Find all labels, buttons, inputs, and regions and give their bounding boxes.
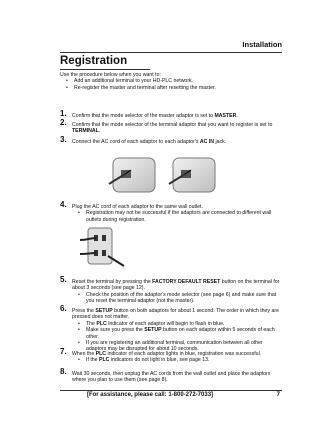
step-text: Wait 30 seconds, then unplug the AC cords from the wall outlet and place the adaptors where you plan to use them (see page 8). xyxy=(72,371,271,384)
step-5-bullets xyxy=(72,292,282,305)
outlet-illustration xyxy=(78,226,126,268)
step-6-bullets xyxy=(72,321,282,353)
step-number: 4. xyxy=(60,200,67,209)
step-text: Confirm that the mode selector of the master adaptor is set to MASTER. xyxy=(72,113,238,119)
step-bullet-text: Check the position of the adaptor's mode selector (see page 6) and make sure that you reset the terminal adaptor (not the master). xyxy=(86,291,277,305)
footer-rule xyxy=(60,390,282,391)
page-title: Registration xyxy=(60,55,128,67)
step-bullet: • If you are registering an additional terminal, communication between all other adaptors may be disrupted for about 10 seconds. xyxy=(78,340,263,353)
intro xyxy=(60,72,280,91)
step-bullet: • The PLC indicator of each adaptor will begin to flash in blue. xyxy=(78,320,225,327)
step-1 xyxy=(60,109,282,119)
intro-bullet: • Add an additional terminal to your HD-PLC network. xyxy=(66,78,194,85)
step-number: 5. xyxy=(60,275,67,284)
intro-bullet-text: Re-register the master and terminal after resetting the master. xyxy=(74,84,216,91)
step-number: 1. xyxy=(60,109,67,118)
step-bullet: • Check the position of the adaptor's mode selector (see page 6) and make sure that you reset the terminal adaptor (not the master). xyxy=(78,291,277,305)
step-number: 6. xyxy=(60,304,67,313)
page-number: 7 xyxy=(276,392,280,398)
intro-bullets xyxy=(60,78,280,91)
section-header: Installation xyxy=(242,40,282,49)
step-2 xyxy=(60,118,282,135)
step-8 xyxy=(60,367,282,384)
step-5 xyxy=(60,275,282,305)
intro-text: Use the procedure below when you want to: xyxy=(60,72,161,78)
header-rule xyxy=(60,52,282,53)
step-number: 2. xyxy=(60,118,67,127)
step-text: When the PLC indicator of each adaptor lights in blue, registration was successful. xyxy=(72,351,262,357)
step-number: 7. xyxy=(60,347,67,356)
step-bullet: • Registration may not be successful if the adaptors are connected to different wall outlets during registration. xyxy=(78,210,272,223)
step-text: Reset the terminal by pressing the FACTORY DEFAULT RESET button on the terminal for about 3 seconds (see page 12). xyxy=(72,279,280,292)
step-number: 8. xyxy=(60,367,67,376)
adaptors-figure xyxy=(105,150,225,200)
step-number: 3. xyxy=(60,135,67,144)
step-bullet: • If the PLC indicators do not light in blue, see page 13. xyxy=(78,357,210,364)
title-rule xyxy=(60,69,150,70)
step-7-bullets xyxy=(72,357,282,363)
step-3 xyxy=(60,135,282,145)
intro-bullet: • Re-register the master and terminal after resetting the master. xyxy=(66,84,216,91)
step-7 xyxy=(60,347,282,364)
step-bullet-text: Registration may not be successful if the adaptors are connected to different wall outlets during registration. xyxy=(86,210,272,223)
adaptors-illustration xyxy=(105,150,225,200)
footer-assistance: [For assistance, please call: 1-800-272-7033] xyxy=(86,392,214,398)
step-bullet: • Make sure you press the SETUP button on each adaptor within 5 seconds of each other. xyxy=(78,327,275,340)
step-text: Press the SETUP button on both adaptors for about 1 second. The order in which they are pressed does not matter. xyxy=(72,308,279,321)
step-4-bullets xyxy=(72,210,282,223)
step-text: Plug the AC cord of each adaptor to the same wall outlet. xyxy=(72,204,203,210)
outlet-figure xyxy=(78,226,126,268)
step-text: Connect the AC cord of each adaptor to each adaptor's AC IN jack. xyxy=(72,139,227,145)
intro-bullet-text: Add an additional terminal to your HD-PLC network. xyxy=(74,78,194,85)
step-4 xyxy=(60,200,282,223)
step-text: Confirm that the mode selector of the terminal adaptor that you want to register is set to TERMINAL. xyxy=(72,122,273,135)
